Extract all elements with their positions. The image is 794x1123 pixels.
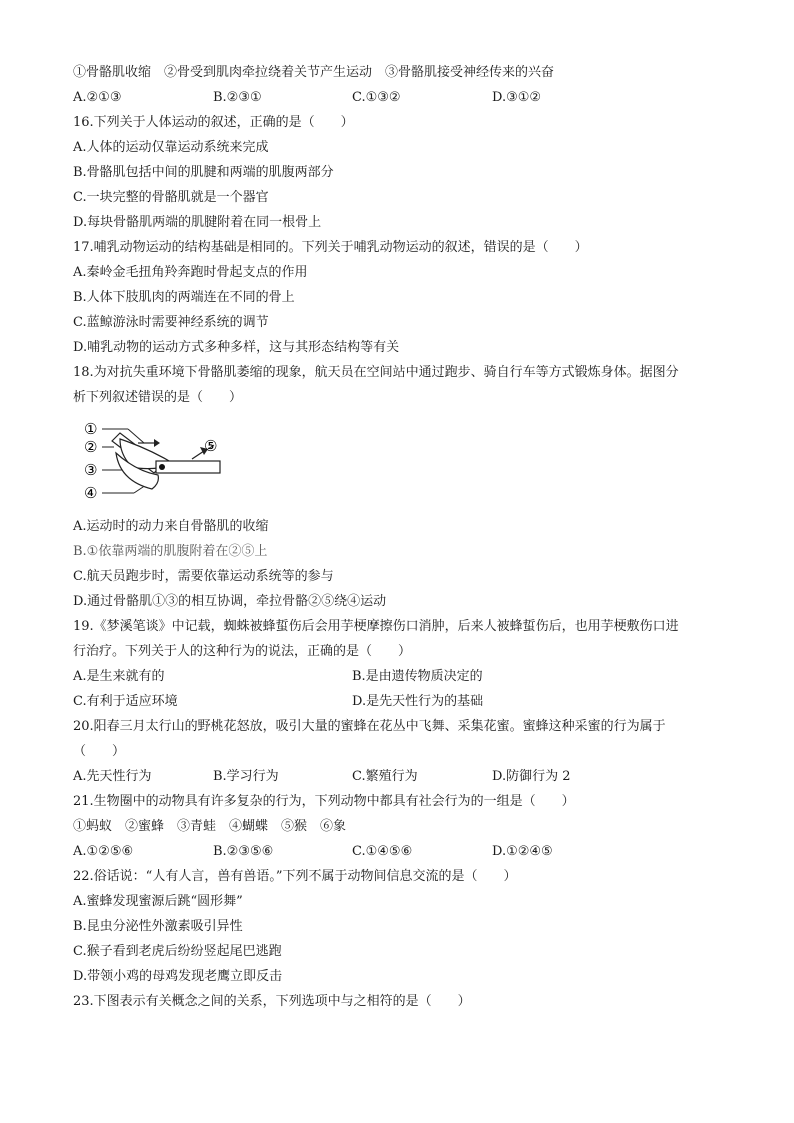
q23-stem: 23.下图表示有关概念之间的关系，下列选项中与之相符的是（ ）	[73, 994, 471, 1009]
label-4: ④	[84, 484, 98, 502]
label-3: ③	[84, 461, 98, 479]
q18-option-b[interactable]: B.①依靠两端的肌腹附着在②⑤上	[73, 544, 268, 559]
q17-option-c[interactable]: C.蓝鲸游泳时需要神经系统的调节	[73, 315, 269, 330]
q21-option-d[interactable]: D.①②④⑤	[492, 844, 553, 859]
q19-option-d[interactable]: D.是先天性行为的基础	[352, 694, 484, 709]
q20-option-c[interactable]: C.繁殖行为	[352, 769, 418, 784]
q19-option-a[interactable]: A.是生来就有的	[73, 669, 165, 684]
q16-stem: 16.下列关于人体运动的叙述，正确的是（ ）	[73, 115, 354, 130]
q19-stem-line2: 行治疗。下列关于人的这种行为的说法，正确的是（ ）	[73, 644, 412, 659]
q21-stem: 21.生物圈中的动物具有许多复杂的行为，下列动物中都具有社会行为的一组是（ ）	[73, 794, 575, 809]
q16-option-b[interactable]: B.骨骼肌包括中间的肌腱和两端的肌腹两部分	[73, 165, 334, 180]
q21-items: ①蚂蚁 ②蜜蜂 ③青蛙 ④蝴蝶 ⑤猴 ⑥象	[73, 819, 347, 834]
joint-dot	[159, 464, 165, 470]
arm-muscle-diagram	[80, 419, 230, 505]
q17-option-a[interactable]: A.秦岭金毛扭角羚奔跑时骨起支点的作用	[73, 265, 308, 280]
q17-option-d[interactable]: D.哺乳动物的运动方式多种多样，这与其形态结构等有关	[73, 340, 400, 355]
q19-option-c[interactable]: C.有利于适应环境	[73, 694, 178, 709]
q18-stem-line1: 18.为对抗失重环境下骨骼肌萎缩的现象，航天员在空间站中通过跑步、骑自行车等方式锻炼身体。据图分	[73, 365, 679, 380]
q17-stem: 17.哺乳动物运动的结构基础是相同的。下列关于哺乳动物运动的叙述，错误的是（ ）	[73, 240, 588, 255]
q18-option-a[interactable]: A.运动时的动力来自骨骼肌的收缩	[73, 519, 269, 534]
q21-option-b[interactable]: B.②③⑤⑥	[213, 844, 274, 859]
q19-options-row1	[73, 668, 733, 686]
q20-option-b[interactable]: B.学习行为	[213, 769, 279, 784]
q15-option-a[interactable]: A.②①③	[73, 90, 122, 105]
label-5: ⑤	[204, 437, 218, 455]
label-1: ①	[84, 420, 98, 438]
q19-stem-line1: 19.《梦溪笔谈》中记载，蜘蛛被蜂蜇伤后会用芋梗摩擦伤口消肿，后来人被蜂蜇伤后，也用芋梗敷伤口进	[73, 619, 679, 634]
q17-option-b[interactable]: B.人体下肢肌肉的两端连在不同的骨上	[73, 290, 295, 305]
q16-option-c[interactable]: C.一块完整的骨骼肌就是一个器官	[73, 190, 269, 205]
forearm-bone	[156, 461, 220, 473]
q22-option-a[interactable]: A.蜜蜂发现蜜源后跳“圆形舞”	[73, 894, 243, 909]
q22-option-b[interactable]: B.昆虫分泌性外激素吸引异性	[73, 919, 243, 934]
q16-option-a[interactable]: A.人体的运动仅靠运动系统来完成	[73, 140, 269, 155]
q15-options	[73, 89, 733, 107]
q15-option-d[interactable]: D.③①②	[492, 90, 542, 105]
q20-stem-line2: （ ）	[73, 744, 126, 759]
q22-stem: 22.俗话说：“人有人言，兽有兽语。”下列不属于动物间信息交流的是（ ）	[73, 869, 517, 884]
q15-option-b[interactable]: B.②③①	[213, 90, 262, 105]
q22-option-d[interactable]: D.带领小鸡的母鸡发现老鹰立即反击	[73, 969, 283, 984]
label-2: ②	[84, 438, 98, 456]
q15-option-c[interactable]: C.①③②	[352, 90, 401, 105]
q19-options-row2	[73, 693, 733, 711]
q19-option-b[interactable]: B.是由遗传物质决定的	[352, 669, 483, 684]
q20-stem-line1: 20.阳春三月太行山的野桃花怒放，吸引大量的蜜蜂在花丛中飞舞、采集花蜜。蜜蜂这种采蜜的行为属于	[73, 719, 666, 734]
q21-option-a[interactable]: A.①②⑤⑥	[73, 844, 134, 859]
q22-option-c[interactable]: C.猴子看到老虎后纷纷竖起尾巴逃跑	[73, 944, 282, 959]
q18-option-d[interactable]: D.通过骨骼肌①③的相互协调，牵拉骨骼②⑤绕④运动	[73, 594, 387, 609]
q20-options	[73, 768, 733, 786]
contraction-arrow-head	[154, 439, 160, 447]
q20-option-a[interactable]: A.先天性行为	[73, 769, 152, 784]
q18-option-c[interactable]: C.航天员跑步时，需要依靠运动系统等的参与	[73, 569, 334, 584]
q15-items: ①骨骼肌收缩 ②骨受到肌肉牵拉绕着关节产生运动 ③骨骼肌接受神经传来的兴奋	[73, 65, 555, 80]
q20-option-d[interactable]: D.防御行为 2	[492, 769, 571, 784]
lift-arrow	[192, 451, 204, 459]
q21-option-c[interactable]: C.①④⑤⑥	[352, 844, 413, 859]
q16-option-d[interactable]: D.每块骨骼肌两端的肌腱附着在同一根骨上	[73, 215, 322, 230]
q21-options	[73, 843, 733, 861]
q18-stem-line2: 析下列叙述错误的是（ ）	[73, 390, 243, 405]
